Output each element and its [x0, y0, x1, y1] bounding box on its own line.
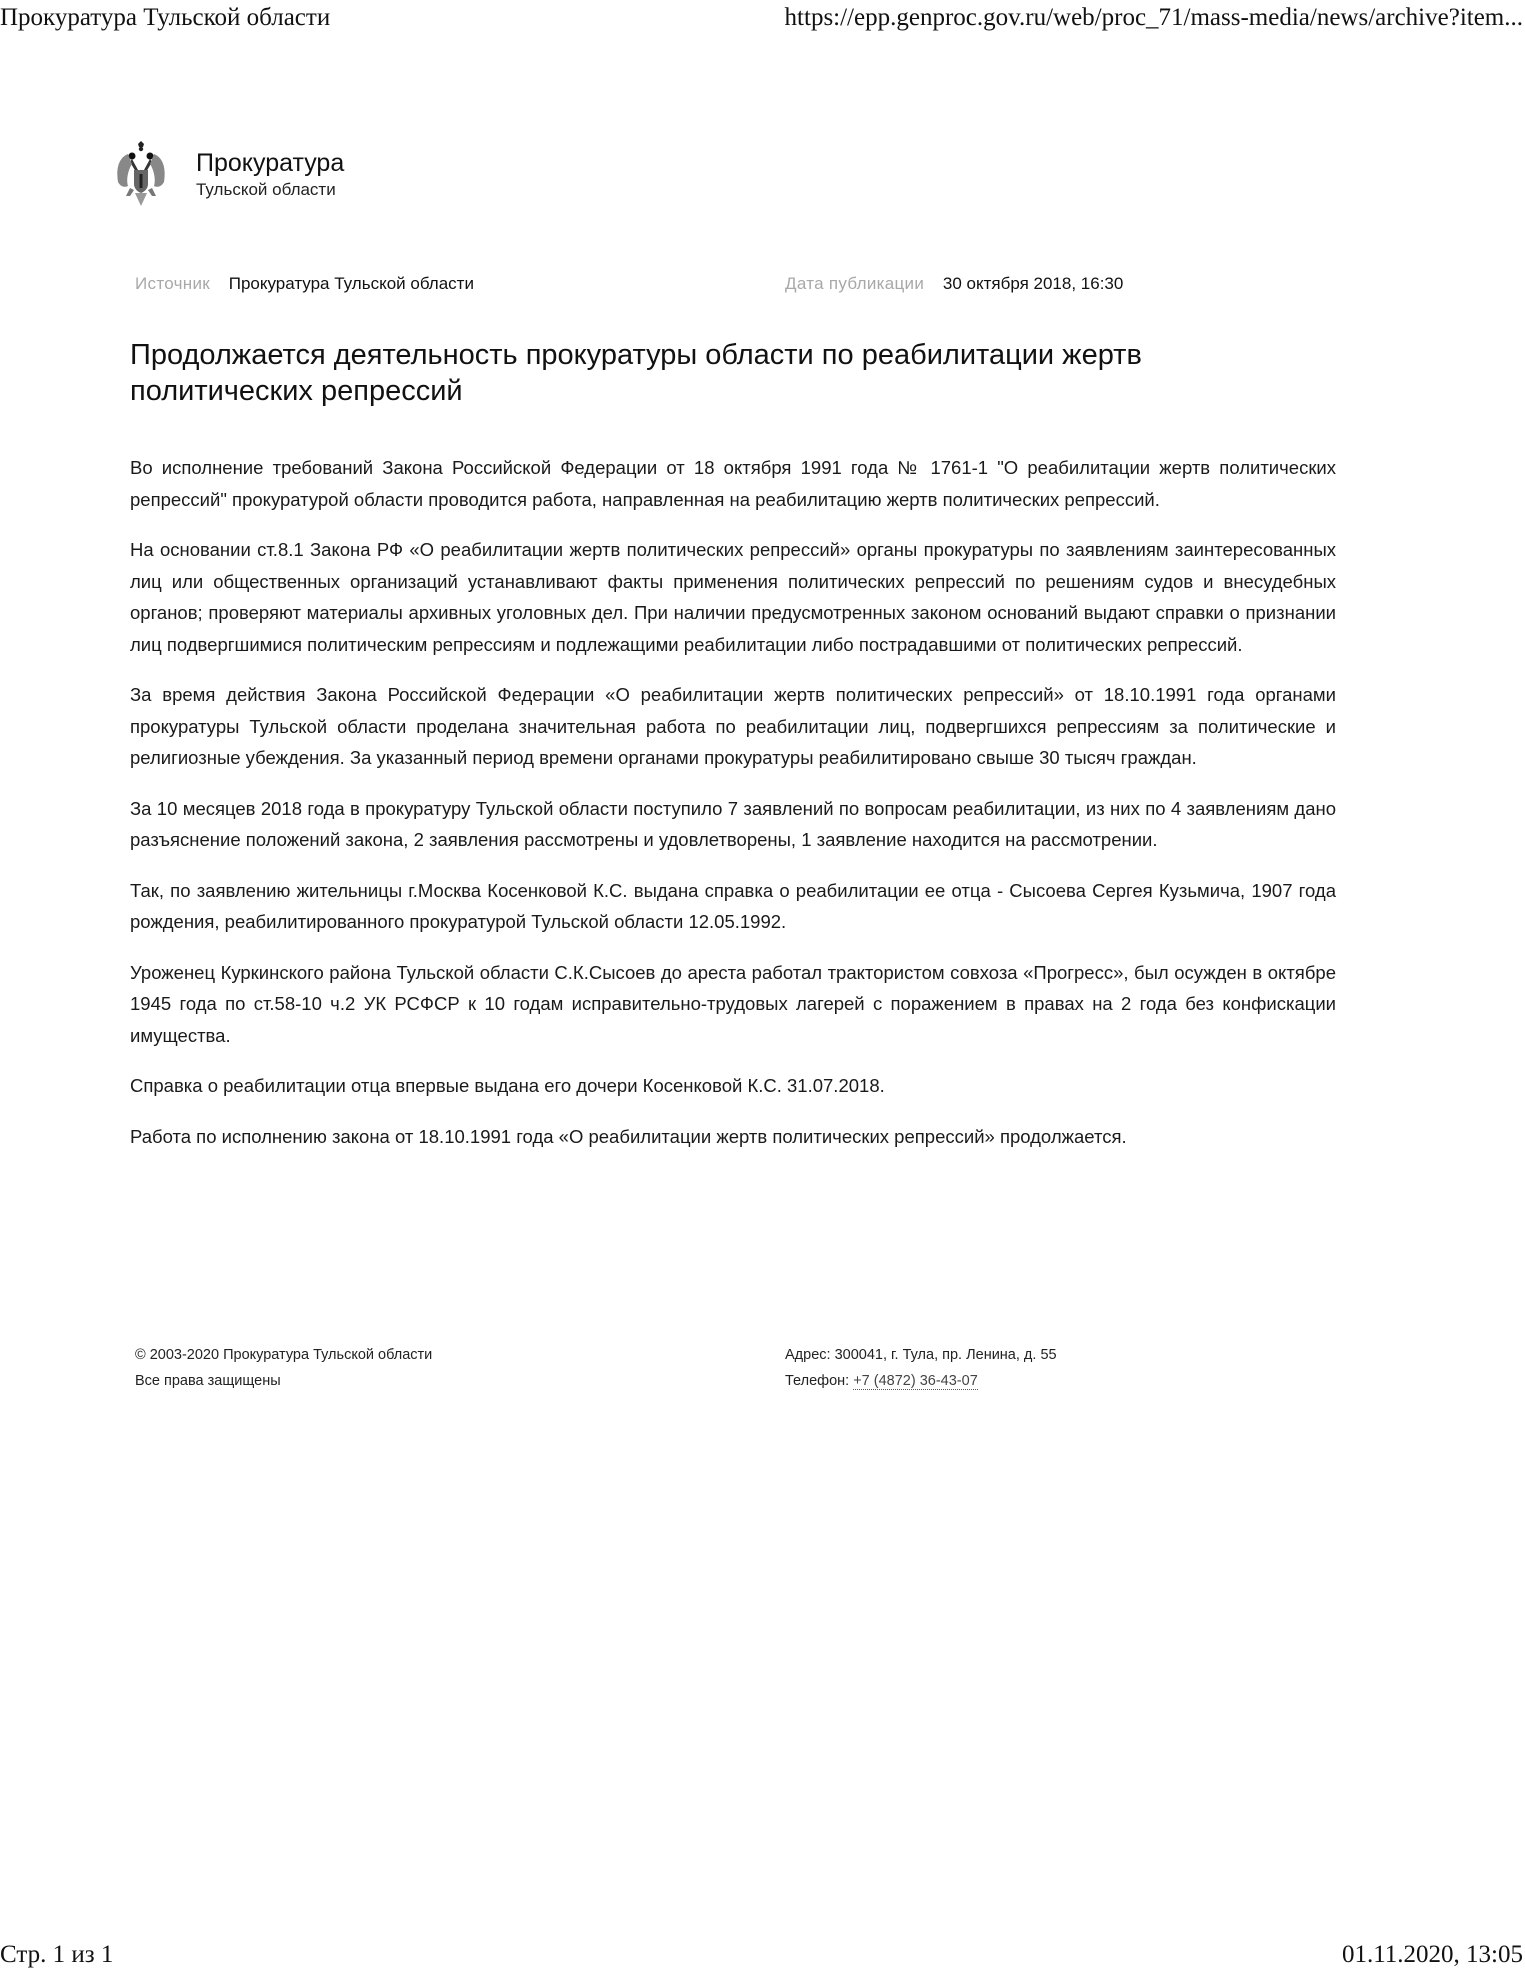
phone-link[interactable]: +7 (4872) 36-43-07	[853, 1373, 978, 1389]
article-body	[130, 452, 1336, 1171]
print-footer-timestamp: 01.11.2020, 13:05	[1341, 1941, 1523, 1968]
site-logo[interactable]	[114, 140, 344, 210]
print-footer-page-counter: Стр. 1 из 1	[0, 1941, 114, 1968]
footer-rights: Все права защищены	[135, 1373, 281, 1389]
meta-date	[785, 272, 1123, 296]
source-value: Прокуратура Тульской области	[228, 274, 474, 293]
footer-copyright: © 2003-2020 Прокуратура Тульской области	[135, 1347, 433, 1363]
source-label: Источник	[135, 274, 210, 293]
logo-subtitle: Тульской области	[196, 180, 336, 199]
date-label: Дата публикации	[785, 274, 925, 293]
footer-contacts-block	[785, 1342, 1057, 1394]
article-paragraph: Во исполнение требований Закона Российской Федерации от 18 октября 1991 года № 1761-1 "О реабилитации жертв политических репрессий" прокуратурой области проводится работа, направленная на реабилитацию жертв политических репрессий.	[130, 457, 1336, 510]
double-headed-eagle-emblem-icon	[114, 140, 168, 210]
article-paragraph: На основании ст.8.1 Закона РФ «О реабилитации жертв политических репрессий» органы прокуратуры по заявлениям заинтересованных лиц или общественных организаций устанавливают факты применения политических репрессий по решениям судов и внесудебных органов; проверяют материалы архивных уголовных дел. При наличии предусмотренных законом оснований выдают справки о признании лиц подвергшимися политическим репрессиям и подлежащими реабилитации либо пострадавшими от политических репрессий.	[130, 539, 1336, 655]
article-paragraph: Уроженец Куркинского района Тульской области С.К.Сысоев до ареста работал трактористом совхоза «Прогресс», был осужден в октябре 1945 года по ст.58-10 ч.2 УК РСФСР к 10 годам исправительно-трудовых лагерей с поражением в правах на 2 года без конфискации имущества.	[130, 961, 1336, 1046]
article-paragraph: За 10 месяцев 2018 года в прокуратуру Тульской области поступило 7 заявлений по вопросам реабилитации, из них по 4 заявлениям дано разъяснение положений закона, 2 заявления рассмотрены и удовлетворены, 1 заявление находится на рассмотрении.	[130, 797, 1336, 850]
footer-address: Адрес: 300041, г. Тула, пр. Ленина, д. 55	[785, 1347, 1057, 1363]
article-title: Продолжается деятельность прокуратуры области по реабилитации жертв политических репрессий	[130, 339, 1142, 407]
print-header-page-title: Прокуратура Тульской области	[0, 4, 331, 31]
footer-phone	[785, 1368, 1057, 1394]
meta-source	[135, 272, 474, 296]
article-paragraph: Справка о реабилитации отца впервые выдана его дочери Косенковой К.С. 31.07.2018.	[130, 1075, 885, 1096]
logo-title: Прокуратура	[196, 149, 345, 177]
footer-copyright-block	[135, 1342, 432, 1394]
article-paragraph: Работа по исполнению закона от 18.10.1991 года «О реабилитации жертв политических репрессий» продолжается.	[130, 1125, 1127, 1147]
phone-label: Телефон:	[785, 1373, 850, 1389]
article-paragraph: За время действия Закона Российской Федерации «О реабилитации жертв политических репрессий» от 18.10.1991 года органами прокуратуры Тульской области проделана значительная работа по реабилитации лиц, подвергшихся репрессиям за политические и религиозные убеждения. За указанный период времени органами прокуратуры реабилитировано свыше 30 тысяч граждан.	[130, 684, 1336, 768]
article-paragraph: Так, по заявлению жительницы г.Москва Косенковой К.С. выдана справка о реабилитации ее отца - Сысоева Сергея Кузьмича, 1907 года рождения, реабилитированного прокуратурой Тульской области 12.05.1992.	[130, 879, 1336, 932]
print-header-url: https://epp.genproc.gov.ru/web/proc_71/mass-media/news/archive?item...	[784, 4, 1523, 31]
date-value: 30 октября 2018, 16:30	[942, 274, 1124, 293]
